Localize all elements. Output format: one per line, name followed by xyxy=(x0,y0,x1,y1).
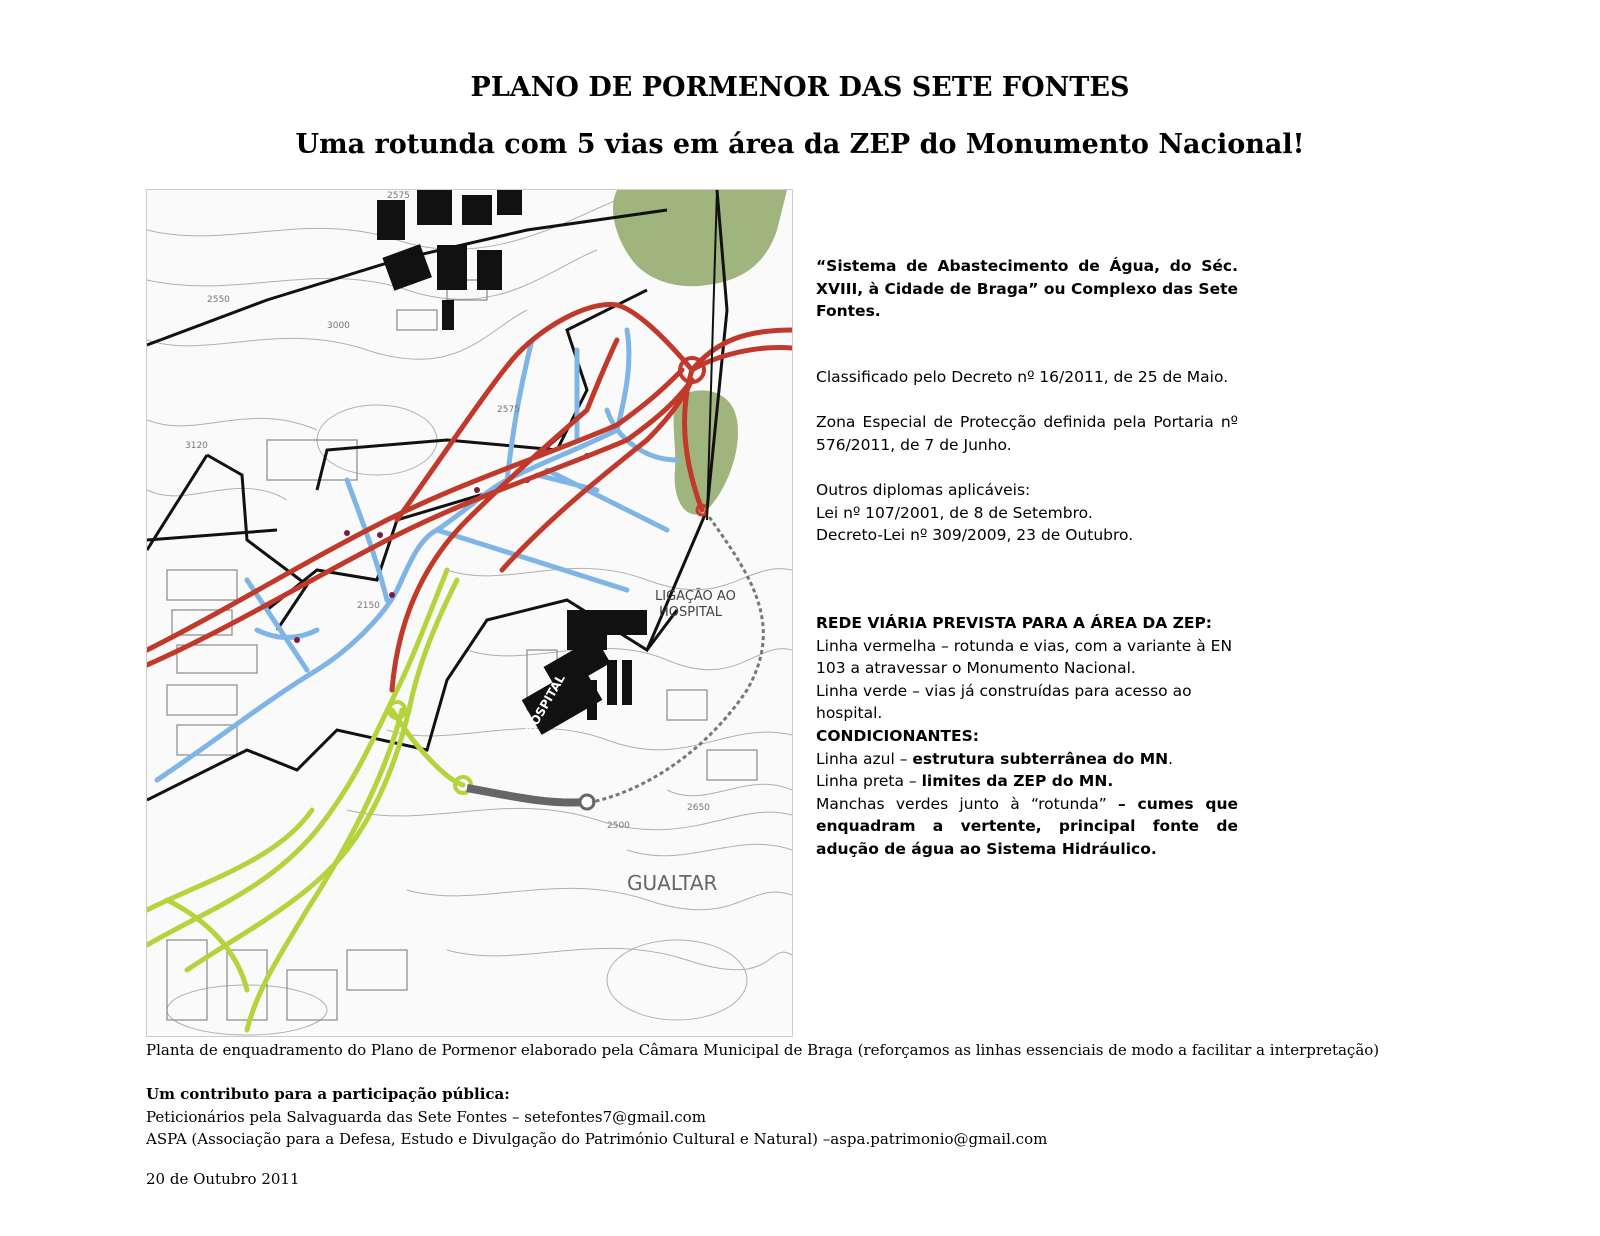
blue-underground-structure xyxy=(157,330,677,780)
hospital-label: HOSPITAL xyxy=(522,672,568,737)
document-subtitle: Uma rotunda com 5 vias em área da ZEP do Monumento Nacional! xyxy=(295,129,1305,160)
site-plan-map xyxy=(146,189,793,1037)
heritage-name xyxy=(816,255,1238,323)
blue-bold: estrutura subterrânea do MN xyxy=(912,749,1169,768)
contribution-line-2: ASPA (Associação para a Defesa, Estudo e Divulgação do Património Cultural e Natural) –aspa.patrimonio@gmail.com xyxy=(146,1130,1048,1148)
classified-text xyxy=(816,366,1238,389)
road-green-line: Linha verde – vias já construídas para acesso ao hospital. xyxy=(816,681,1192,722)
contour-label: 3120 xyxy=(185,441,208,451)
contour-label: 2150 xyxy=(357,601,380,611)
contribution-block xyxy=(146,1083,1047,1151)
ligacao-label-line2: HOSPITAL xyxy=(659,605,723,620)
urban-blocks xyxy=(167,280,757,1020)
ligacao-label-line1: LIGAÇÃO AO xyxy=(655,589,736,604)
dashed-route xyxy=(592,500,763,802)
contour-label: 2575 xyxy=(387,191,410,201)
law-1: Lei nº 107/2001, de 8 de Setembro. xyxy=(816,503,1093,522)
contribution-heading: Um contributo para a participação pública: xyxy=(146,1085,510,1103)
zep-text xyxy=(816,411,1238,456)
gualtar-label: GUALTAR xyxy=(627,871,718,895)
map-caption: Planta de enquadramento do Plano de Pormenor elaborado pela Câmara Municipal de Braga (reforçamos as linhas essenciais de modo a facilitar a interpretação) xyxy=(146,1041,1380,1059)
contribution-line-1: Peticionários pela Salvaguarda das Sete Fontes – setefontes7@gmail.com xyxy=(146,1107,706,1126)
contour-label: 2650 xyxy=(687,803,710,813)
classified-line: Classificado pelo Decreto nº 16/2011, de 25 de Maio. xyxy=(816,368,1229,386)
constraint-blue xyxy=(816,748,1238,771)
contour-label: 2500 xyxy=(607,821,630,831)
constraint-green xyxy=(816,793,1238,861)
document-title: PLANO DE PORMENOR DAS SETE FONTES xyxy=(470,72,1130,103)
constraint-black xyxy=(816,770,1238,793)
other-laws xyxy=(816,479,1238,547)
green-prefix: Manchas verdes junto à “rotunda” xyxy=(816,794,1119,813)
blue-prefix: Linha azul – xyxy=(816,749,913,768)
blue-suffix: . xyxy=(1168,749,1174,768)
zep-line: Zona Especial de Protecção definida pela Portaria nº 576/2011, de 7 de Junho. xyxy=(816,413,1238,454)
constraints-title: CONDICIONANTES: xyxy=(816,727,979,745)
law-2: Decreto-Lei nº 309/2009, 23 de Outubro. xyxy=(816,526,1134,544)
green-summit-north xyxy=(613,190,787,286)
green-roads xyxy=(147,570,463,1030)
contour-label: 2550 xyxy=(207,295,230,305)
gray-road-east xyxy=(467,788,587,803)
heritage-name-text: “Sistema de Abastecimento de Água, do Séc. XVIII, à Cidade de Braga” ou Complexo das Sete Fontes. xyxy=(816,257,1238,320)
contour-label: 3000 xyxy=(327,321,350,331)
black-prefix: Linha preta – xyxy=(816,772,922,790)
road-network-title: REDE VIÁRIA PREVISTA PARA A ÁREA DA ZEP: xyxy=(816,614,1213,632)
gray-roundabout xyxy=(580,795,594,809)
document-date: 20 de Outubro 2011 xyxy=(146,1170,300,1188)
black-bold: limites da ZEP do MN. xyxy=(921,772,1114,790)
contour-label: 2575 xyxy=(497,405,520,415)
road-network xyxy=(816,612,1238,725)
road-red-line: Linha vermelha – rotunda e vias, com a variante à EN 103 a atravessar o Monumento Nacional. xyxy=(816,636,1233,677)
constraints xyxy=(816,725,1238,860)
other-laws-title: Outros diplomas aplicáveis: xyxy=(816,481,1031,499)
green-bold: – cumes que enquadram a vertente, principal fonte de adução de água ao Sistema Hidráulico. xyxy=(816,794,1239,858)
